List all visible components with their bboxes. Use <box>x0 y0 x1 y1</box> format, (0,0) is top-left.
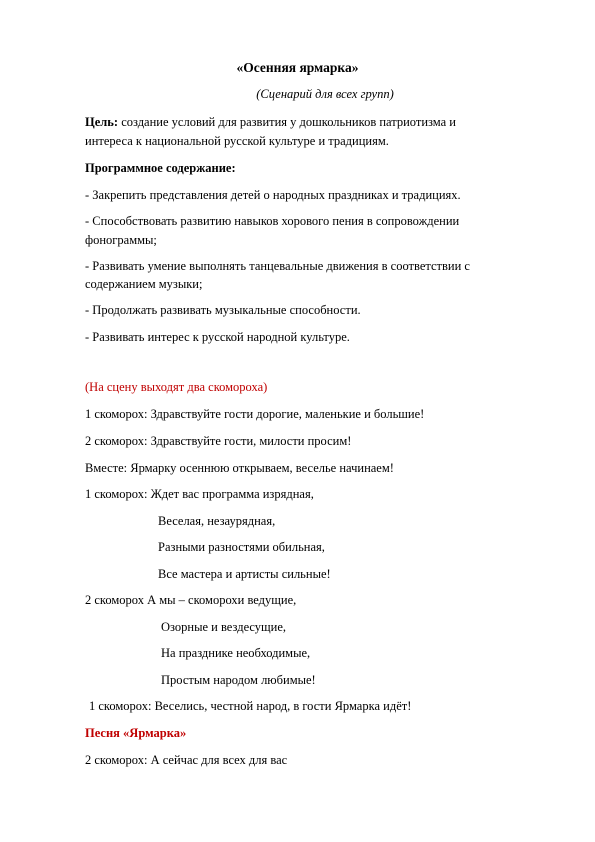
script-line: 1 скоморох: Веселись, честной народ, в гости Ярмарка идёт! <box>89 699 412 713</box>
goal-line-2: интереса к национальной русской культуре и традициям. <box>85 134 389 148</box>
document-title: «Осенняя ярмарка» <box>236 60 359 75</box>
script-line: Озорные и вездесущие, <box>161 620 287 634</box>
script-line: Вместе: Ярмарку осеннюю открываем, веселье начинаем! <box>85 461 394 475</box>
script-line: 2 скоморох: Здравствуйте гости, милости просим! <box>85 434 352 448</box>
script-line-last: 2 скоморох: А сейчас для всех для вас <box>85 753 288 767</box>
script-line: На празднике необходимые, <box>161 646 311 660</box>
script-line: Разными разностями обильная, <box>158 540 325 554</box>
program-item: - Способствовать развитию навыков хорового пения в сопровождении <box>85 214 460 228</box>
goal-text-1: создание условий для развития у дошкольников патриотизма и <box>118 115 456 129</box>
song-title: Песня «Ярмарка» <box>85 726 187 740</box>
program-item: - Продолжать развивать музыкальные способности. <box>85 303 361 317</box>
program-item: - Развивать умение выполнять танцевальные движения в соответствии с <box>85 259 470 273</box>
script-line: 1 скоморох: Ждет вас программа изрядная, <box>85 487 314 501</box>
program-item: содержанием музыки; <box>85 277 203 291</box>
script-line: 1 скоморох: Здравствуйте гости дорогие, маленькие и большие! <box>85 407 425 421</box>
document-subtitle: (Сценарий для всех групп) <box>256 87 394 101</box>
script-line: Простым народом любимые! <box>161 673 316 687</box>
stage-direction: (На сцену выходят два скомороха) <box>85 380 268 394</box>
goal-label: Цель: <box>85 115 119 129</box>
program-item: - Развивать интерес к русской народной культуре. <box>85 330 350 344</box>
program-item: - Закрепить представления детей о народных праздниках и традициях. <box>85 188 461 202</box>
script-line: 2 скоморох А мы – скоморохи ведущие, <box>85 593 297 607</box>
goal-line-1 <box>85 114 456 130</box>
script-line: Веселая, незаурядная, <box>158 514 276 528</box>
script-line: Все мастера и артисты сильные! <box>158 567 331 581</box>
program-heading: Программное содержание: <box>85 161 236 175</box>
program-item: фонограммы; <box>85 233 157 247</box>
